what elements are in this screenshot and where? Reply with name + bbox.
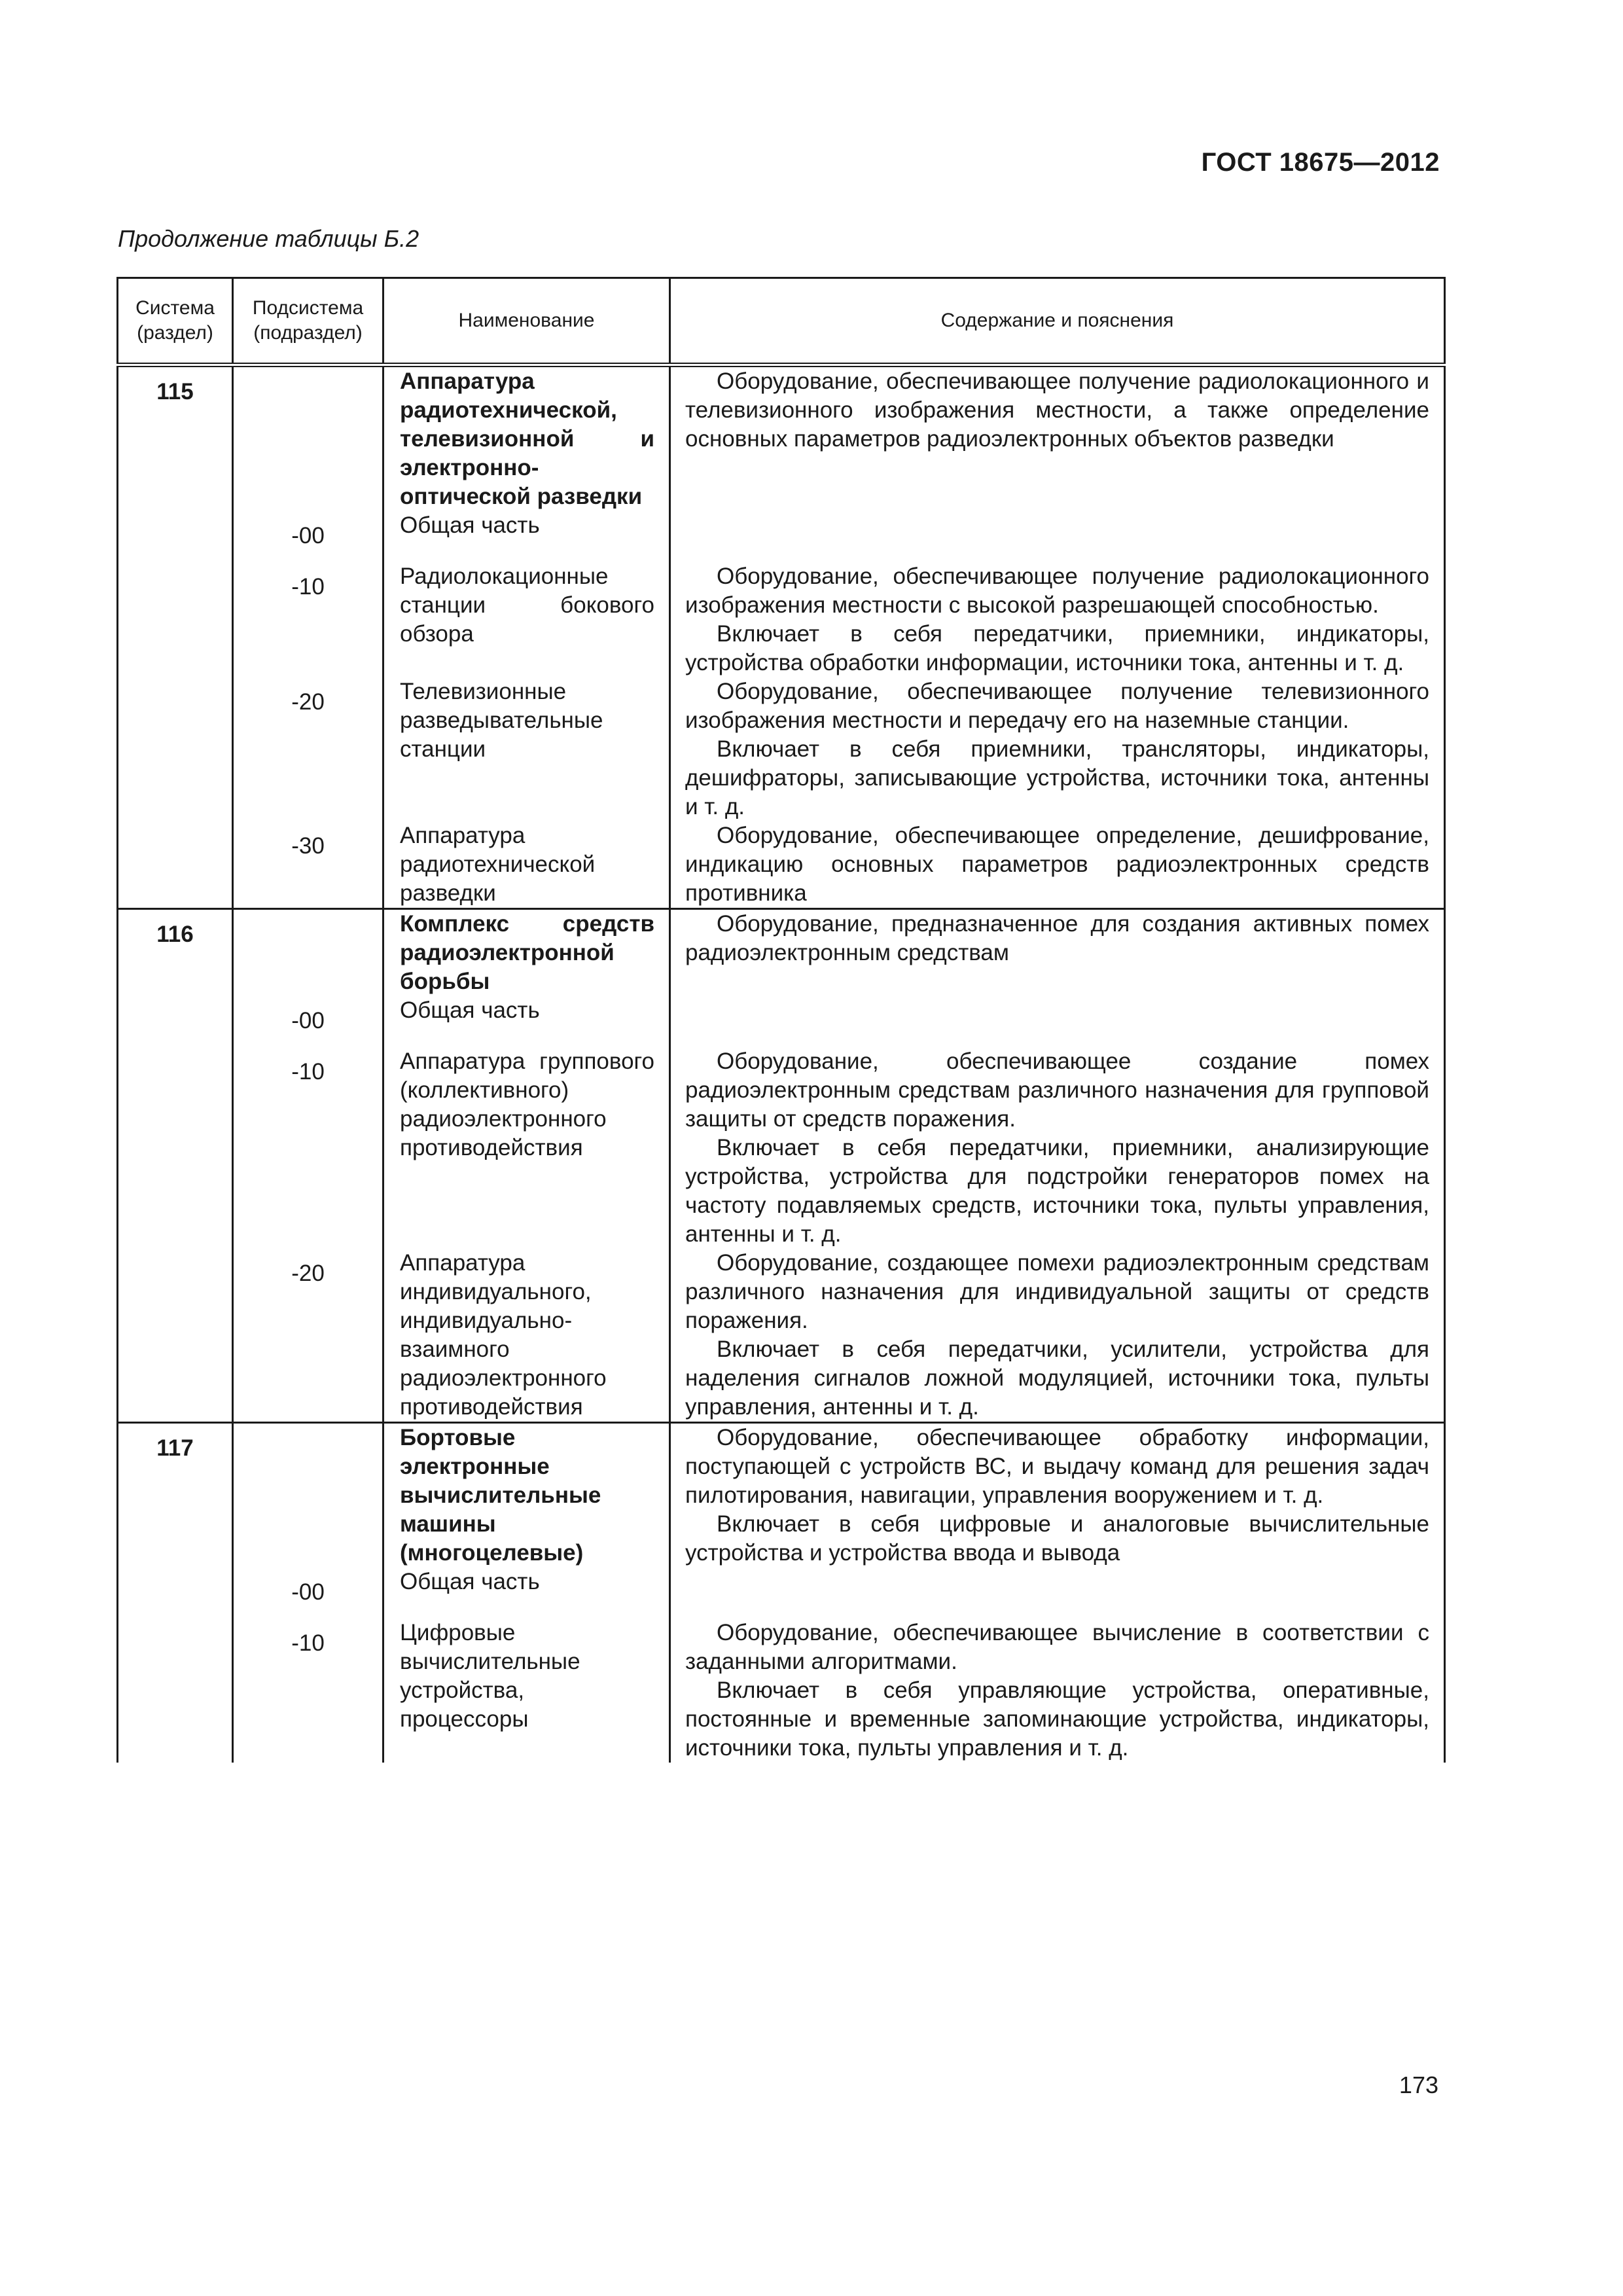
description-cell [670, 821, 1445, 909]
item-name-cell: Аппаратура группового (коллективного) радиоэлектронного противодействия [383, 1047, 670, 1249]
item-name-cell: Аппаратура индивидуального, индивидуально-взаимного радиоэлектронного противодействия [383, 1249, 670, 1423]
table-body [118, 365, 1445, 1763]
description-paragraph: Оборудование, обеспечивающее определение, дешифрование, индикацию основных параметров радиоэлектронных средств противника [685, 823, 1429, 906]
table-row [118, 1568, 1445, 1619]
item-name-cell: Общая часть [383, 1568, 670, 1619]
system-code-cell [118, 821, 233, 909]
table-row [118, 821, 1445, 909]
description-paragraph: Включает в себя передатчики, усилители, устройства для наделения сигналов ложной модуляцией, источники тока, пульты управления, антенны и т. д. [685, 1336, 1429, 1420]
column-header-subsystem: Подсистема (подраздел) [233, 278, 383, 365]
subsystem-code-cell: -20 [233, 1249, 383, 1423]
systems-table [116, 277, 1446, 1763]
system-code-cell [118, 996, 233, 1047]
description-cell [670, 996, 1445, 1047]
table-header [118, 278, 1445, 365]
description-paragraph: Оборудование, создающее помехи радиоэлектронным средствам различного назначения для индивидуальной защиты от средств поражения. [685, 1250, 1429, 1333]
system-code-cell: 117 [118, 1423, 233, 1568]
description-paragraph: Оборудование, обеспечивающее получение радиолокационного и телевизионного изображения местности, а также определение основных параметров радиоэлектронных объектов разведки [685, 368, 1429, 452]
page-number: 173 [1399, 2072, 1438, 2098]
description-cell [670, 511, 1445, 562]
table-row [118, 1047, 1445, 1249]
system-code-cell [118, 511, 233, 562]
description-cell [670, 1047, 1445, 1249]
description-paragraph: Включает в себя цифровые и аналоговые вычислительные устройства и устройства ввода и вывода [685, 1511, 1429, 1566]
item-name-cell: Комплекс средств радиоэлектронной борьбы [383, 909, 670, 997]
subsystem-code-cell: -20 [233, 677, 383, 821]
item-name-cell: Телевизионные разведывательные станции [383, 677, 670, 821]
table-row [118, 365, 1445, 512]
description-paragraph: Оборудование, обеспечивающее получение радиолокационного изображения местности с высокой разрешающей способностью. [685, 564, 1429, 618]
subsystem-code-cell [233, 909, 383, 997]
system-code-cell: 116 [118, 909, 233, 997]
item-name-cell: Общая часть [383, 996, 670, 1047]
description-cell [670, 1249, 1445, 1423]
description-cell [670, 677, 1445, 821]
description-paragraph: Оборудование, обеспечивающее обработку информации, поступающей с устройств ВС, и выдачу команд для решения задач пилотирования, навигации, управления вооружением и т. д. [685, 1425, 1429, 1508]
description-paragraph: Включает в себя управляющие устройства, оперативные, постоянные и временные запоминающие устройства, индикаторы, источники тока, пульты управления и т. д. [685, 1677, 1429, 1761]
document-code: ГОСТ 18675—2012 [1201, 148, 1440, 177]
description-paragraph: Оборудование, обеспечивающее получение телевизионного изображения местности и передачу его на наземные станции. [685, 679, 1429, 733]
table-row [118, 511, 1445, 562]
system-code-cell [118, 1249, 233, 1423]
subsystem-code-cell: -00 [233, 1568, 383, 1619]
item-name-cell: Аппаратура радиотехнической, телевизионной и электронно-оптической разведки [383, 365, 670, 512]
item-name-cell: Цифровые вычислительные устройства, процессоры [383, 1619, 670, 1763]
description-paragraph: Оборудование, предназначенное для создания активных помех радиоэлектронным средствам [685, 911, 1429, 965]
table-row [118, 909, 1445, 997]
description-paragraph: Включает в себя передатчики, приемники, анализирующие устройства, устройства для подстройки генераторов помех на частоту подавляемых средств, источники тока, пульты управления, антенны и т. д. [685, 1135, 1429, 1247]
description-cell [670, 365, 1445, 512]
description-paragraph: Оборудование, обеспечивающее вычисление в соответствии с заданными алгоритмами. [685, 1620, 1429, 1674]
table-row [118, 1249, 1445, 1423]
system-code-cell [118, 677, 233, 821]
subsystem-code-cell: -00 [233, 996, 383, 1047]
system-code-cell [118, 1619, 233, 1763]
column-header-name: Наименование [383, 278, 670, 365]
subsystem-code-cell: -10 [233, 562, 383, 677]
subsystem-code-cell [233, 1423, 383, 1568]
item-name-cell: Общая часть [383, 511, 670, 562]
item-name-cell: Аппаратура радиотехнической разведки [383, 821, 670, 909]
description-cell [670, 909, 1445, 997]
table-row [118, 1619, 1445, 1763]
table-row [118, 996, 1445, 1047]
subsystem-code-cell: -10 [233, 1047, 383, 1249]
subsystem-code-cell: -10 [233, 1619, 383, 1763]
description-paragraph: Оборудование, обеспечивающее создание помех радиоэлектронным средствам различного назначения для групповой защиты от средств поражения. [685, 1049, 1429, 1132]
table-caption: Продолжение таблицы Б.2 [118, 225, 419, 252]
system-code-cell [118, 562, 233, 677]
column-header-system: Система (раздел) [118, 278, 233, 365]
table-row [118, 677, 1445, 821]
description-cell [670, 1619, 1445, 1763]
description-cell [670, 1423, 1445, 1568]
system-code-cell [118, 1568, 233, 1619]
subsystem-code-cell: -00 [233, 511, 383, 562]
item-name-cell: Радиолокационные станции бокового обзора [383, 562, 670, 677]
description-paragraph: Включает в себя приемники, трансляторы, индикаторы, дешифраторы, записывающие устройства, источники тока, антенны и т. д. [685, 736, 1429, 819]
description-cell [670, 1568, 1445, 1619]
column-header-description: Содержание и пояснения [670, 278, 1445, 365]
description-cell [670, 562, 1445, 677]
system-code-cell: 115 [118, 365, 233, 512]
item-name-cell: Бортовые электронные вычислительные машины (многоцелевые) [383, 1423, 670, 1568]
description-paragraph: Включает в себя передатчики, приемники, индикаторы, устройства обработки информации, источники тока, антенны и т. д. [685, 621, 1429, 675]
subsystem-code-cell [233, 365, 383, 512]
subsystem-code-cell: -30 [233, 821, 383, 909]
table-row [118, 1423, 1445, 1568]
table-row [118, 562, 1445, 677]
system-code-cell [118, 1047, 233, 1249]
